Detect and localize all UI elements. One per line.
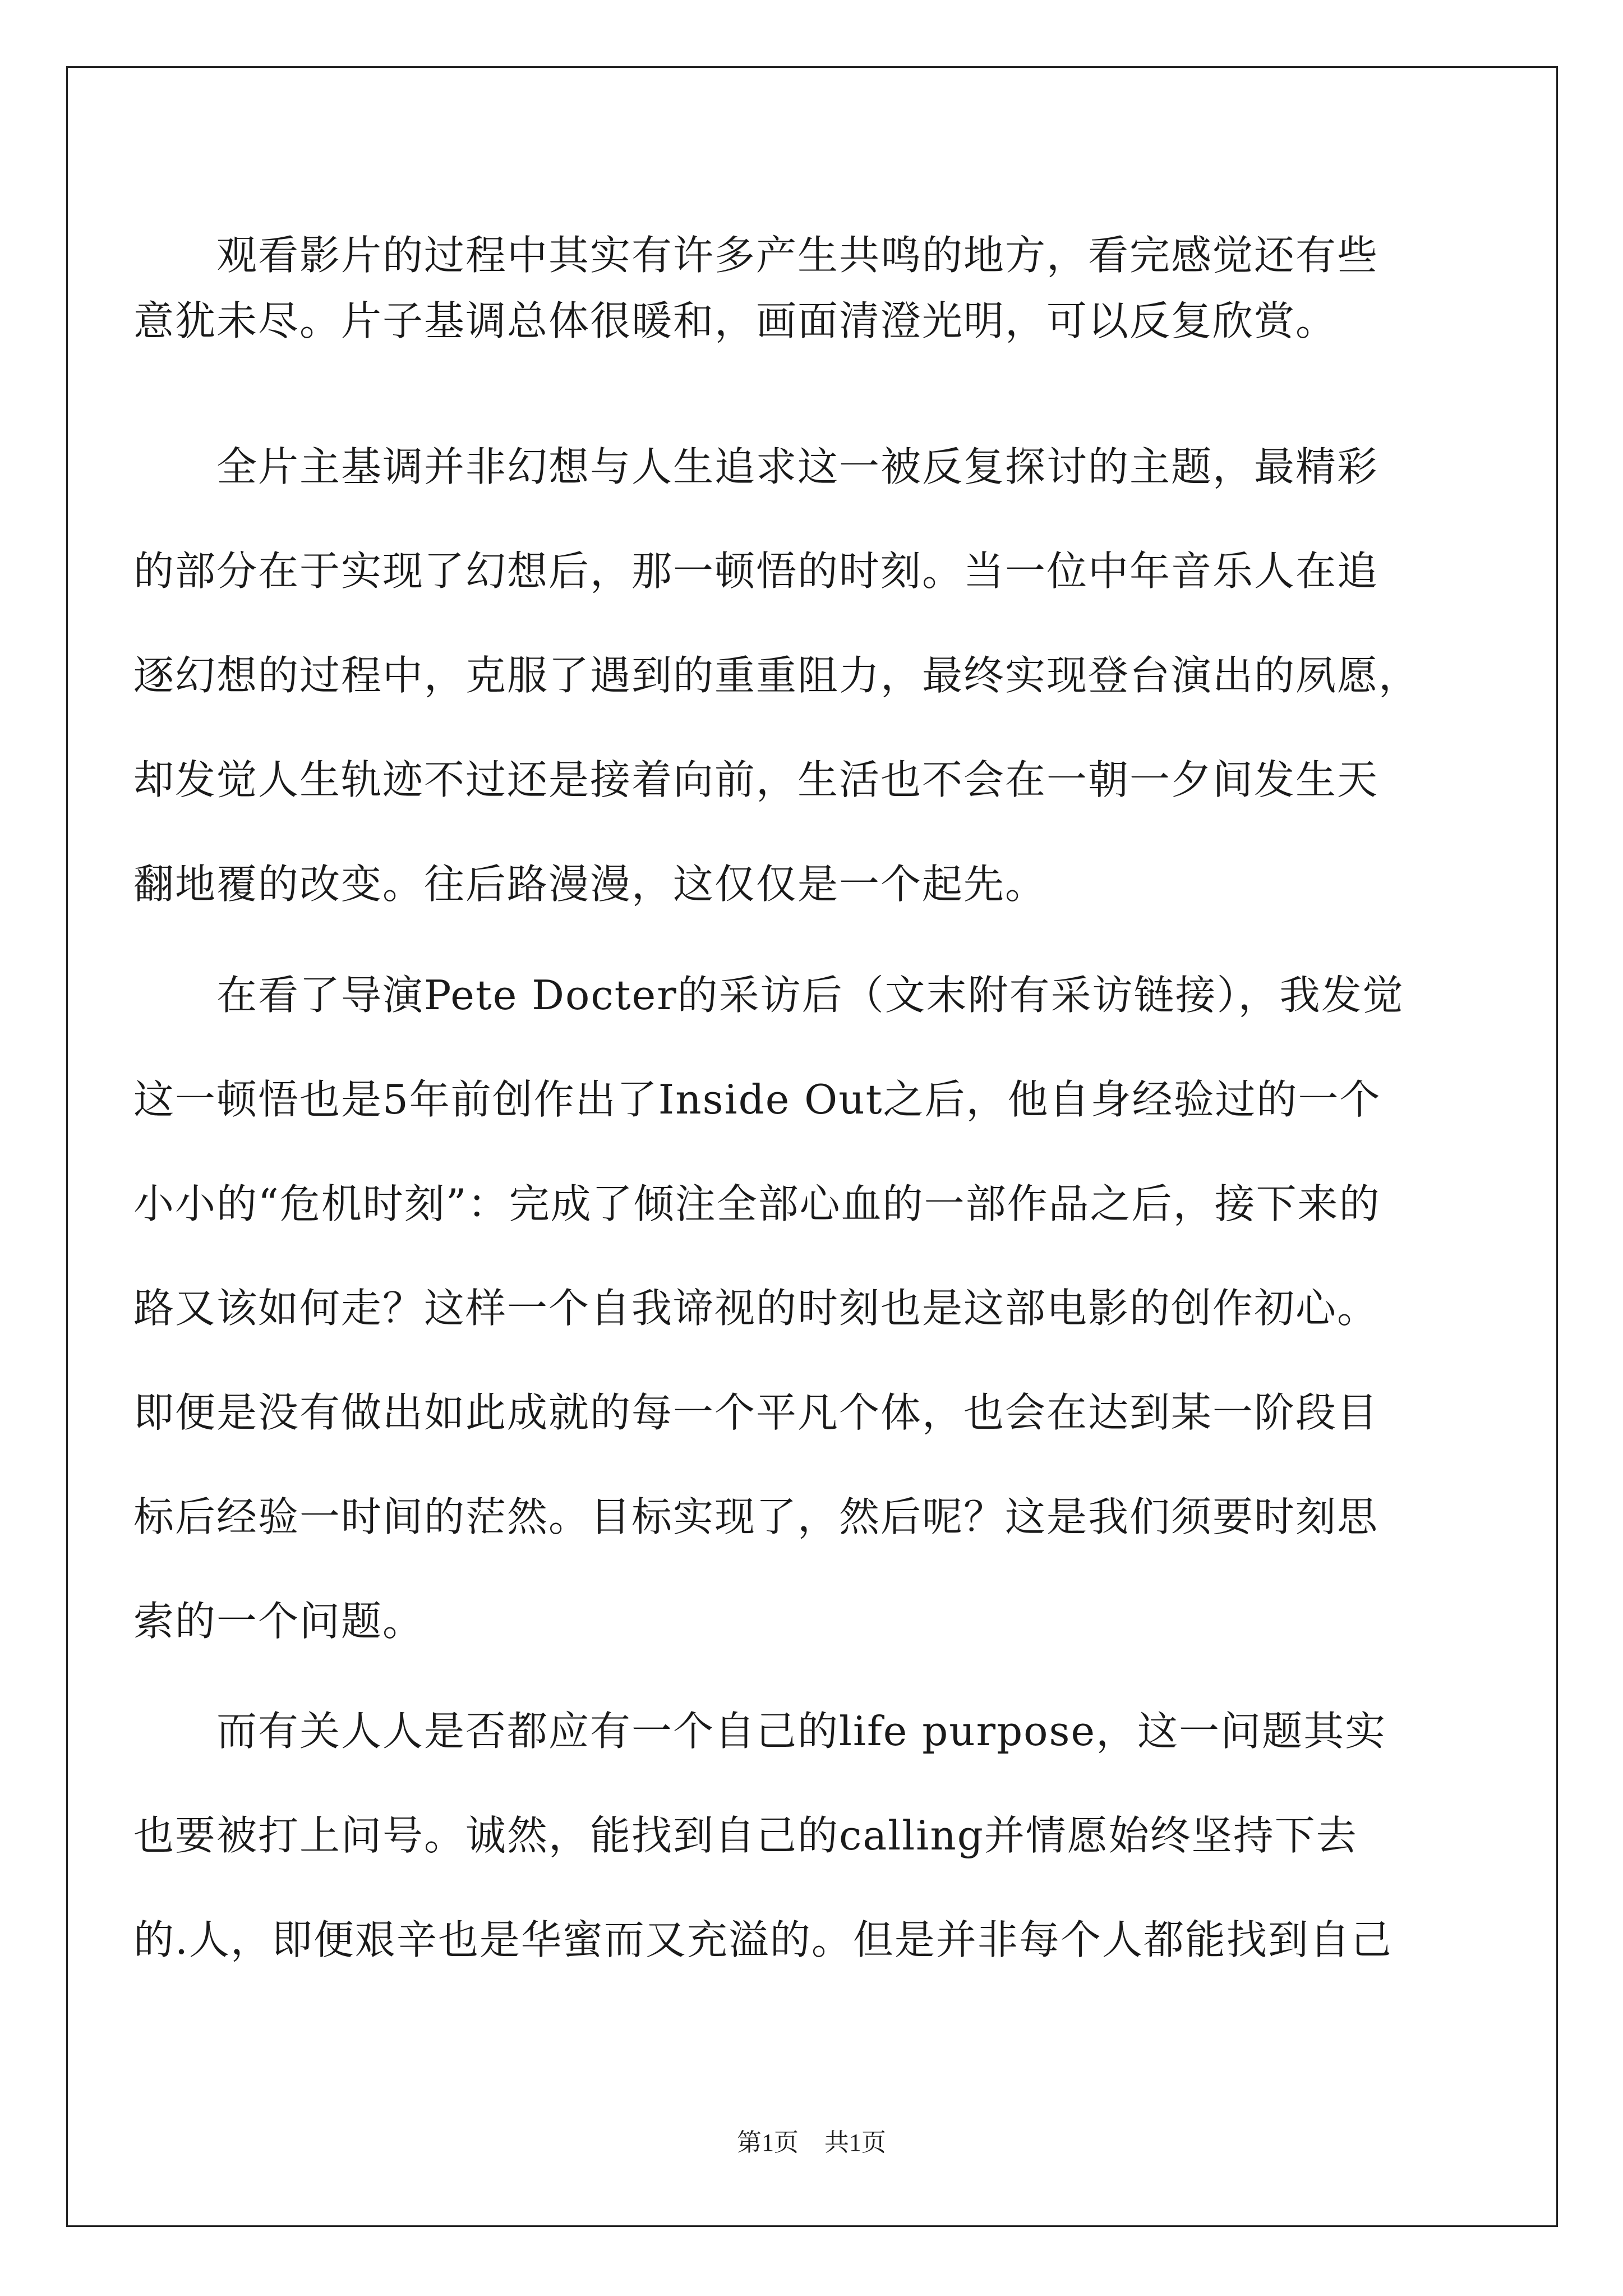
paragraph-3-line-2: 这一顿悟也是5年前创作出了Inside Out之后，他自身经验过的一个 [133,1076,1381,1123]
paragraph-2-line-2: 的部分在于实现了幻想后，那一顿悟的时刻。当一位中年音乐人在追 [133,547,1379,595]
paragraph-3-line-3: 小小的“危机时刻”：完成了倾注全部心血的一部作品之后，接下来的 [133,1180,1381,1227]
page-number-current: 第1页 [737,2129,799,2156]
paragraph-2-line-4: 却发觉人生轨迹不过还是接着向前，生活也不会在一朝一夕间发生天 [133,756,1379,803]
paragraph-2-line-5: 翻地覆的改变。往后路漫漫，这仅仅是一个起先。 [133,861,1047,908]
paragraph-4-line-3: 的.人，即便艰辛也是华蜜而又充溢的。但是并非每个人都能找到自己 [133,1916,1393,1963]
paragraph-4-line-1: 而有关人人是否都应有一个自己的life purpose，这一问题其实 [216,1708,1387,1755]
paragraph-1-line-1: 观看影片的过程中其实有许多产生共鸣的地方，看完感觉还有些 [216,232,1379,279]
paragraph-1-line-2: 意犹未尽。片子基调总体很暖和，画面清澄光明，可以反复欣赏。 [133,297,1338,344]
paragraph-3-line-5: 即便是没有做出如此成就的每一个平凡个体，也会在达到某一阶段目 [133,1389,1379,1436]
paragraph-3-line-1: 在看了导演Pete Docter的采访后（文末附有采访链接），我发觉 [216,972,1404,1019]
page-footer [0,2126,1623,2160]
page-number-total: 共1页 [824,2129,886,2156]
paragraph-2-line-3: 逐幻想的过程中，克服了遇到的重重阻力，最终实现登台演出的夙愿， [133,652,1421,699]
paragraph-3-line-6: 标后经验一时间的茫然。目标实现了，然后呢？这是我们须要时刻思 [133,1493,1379,1540]
page-border [66,66,1558,2227]
paragraph-3-line-4: 路又该如何走？这样一个自我谛视的时刻也是这部电影的创作初心。 [133,1285,1379,1332]
paragraph-2-line-1: 全片主基调并非幻想与人生追求这一被反复探讨的主题，最精彩 [216,443,1379,490]
paragraph-4-line-2: 也要被打上问号。诚然，能找到自己的calling并情愿始终坚持下去 [133,1812,1358,1859]
paragraph-3-line-7: 索的一个问题。 [133,1598,425,1645]
